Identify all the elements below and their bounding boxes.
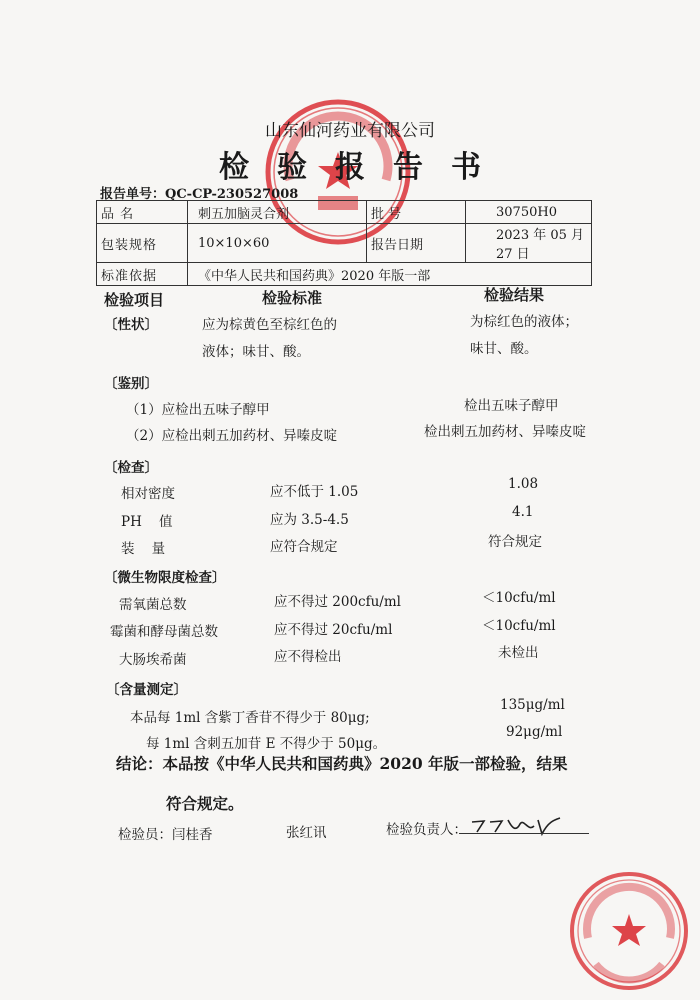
syringin-result: 135μg/ml [500,697,565,713]
signature-underline [459,833,589,834]
standard-basis-value: 《中华人民共和国药典》2020 年版一部 [188,263,592,286]
e-coli-result: 未检出 [498,645,539,661]
table-row [97,263,592,286]
column-header-item: 检验项目 [104,291,165,309]
table-row [97,224,592,263]
syringin-standard: 本品每 1ml 含紫丁香苷不得少于 80μg; [130,710,370,726]
inspector-signature: 检验员：闫桂香 [118,827,213,843]
report-date-value: 2023 年 05 月 27 日 [466,224,592,263]
conclusion-line2: 符合规定。 [166,794,244,813]
standard-basis-label: 标准依据 [97,263,188,286]
package-spec-value: 10×10×60 [188,224,367,263]
ph-standard: 应为 3.5-4.5 [270,512,349,528]
fill-volume-item: 装 量 [121,541,166,557]
aerobic-count-result: ＜10cfu/ml [482,590,556,606]
section-microbial-limit: 〔微生物限度检查〕 [104,570,226,586]
eleutheroside-e-standard: 每 1ml 含刺五加苷 E 不得少于 50μg。 [146,736,387,752]
eleutheroside-e-result: 92μg/ml [506,724,563,740]
distributor-quality-stamp [566,868,692,994]
package-spec-label: 包装规格 [97,224,188,263]
character-result-line1: 为棕红色的液体； [470,314,578,330]
document-title: 检验报告书 [219,150,509,185]
density-result: 1.08 [508,476,539,492]
product-info-table [96,200,592,286]
ph-result: 4.1 [512,504,534,520]
density-item: 相对密度 [121,486,175,502]
character-result-line2: 味甘、酸。 [470,341,538,357]
batch-value: 30750H0 [466,201,592,224]
product-name-value: 刺五加脑灵合剂 [188,201,367,224]
mold-yeast-standard: 应不得过 20cfu/ml [274,622,393,638]
report-number: 报告单号：QC-CP-230527008 [100,187,299,202]
section-inspection: 〔检查〕 [104,460,158,476]
second-inspector-signature: 张红讯 [286,825,327,841]
section-content-assay: 〔含量测定〕 [106,682,187,698]
identification-result-1: 检出五味子醇甲 [464,398,559,414]
report-date-label: 报告日期 [367,224,466,263]
e-coli-standard: 应不得检出 [274,649,342,665]
table-row [97,201,592,224]
column-header-standard: 检验标准 [262,289,323,307]
identification-result-2: 检出刺五加药材、异嗪皮啶 [424,424,586,440]
product-name-label: 品 名 [97,201,188,224]
mold-yeast-result: ＜10cfu/ml [482,618,556,634]
fill-volume-standard: 应符合规定 [270,539,338,555]
aerobic-count-standard: 应不得过 200cfu/ml [274,594,401,610]
section-identification: 〔鉴别〕 [104,376,158,392]
density-standard: 应不低于 1.05 [270,484,359,500]
identification-standard-2: （2）应检出刺五加药材、异嗪皮啶 [126,428,338,444]
e-coli-item: 大肠埃希菌 [119,652,187,668]
company-name: 山东仙河药业有限公司 [265,121,435,141]
batch-label: 批 号 [367,201,466,224]
fill-volume-result: 符合规定 [488,534,542,550]
identification-standard-1: （1）应检出五味子醇甲 [126,402,270,418]
handwritten-signature [468,814,564,838]
mold-yeast-item: 霉菌和酵母菌总数 [110,624,218,640]
aerobic-count-item: 需氧菌总数 [119,597,187,613]
section-character: 〔性状〕 [104,317,158,333]
conclusion-line1: 结论：本品按《中华人民共和国药典》2020 年版一部检验，结果 [116,754,568,773]
character-standard-line2: 液体；味甘、酸。 [202,344,310,360]
column-header-result: 检验结果 [484,286,545,304]
ph-item: PH 值 [121,514,173,530]
character-standard-line1: 应为棕黄色至棕红色的 [202,317,337,333]
responsible-person-label: 检验负责人： [386,822,467,838]
